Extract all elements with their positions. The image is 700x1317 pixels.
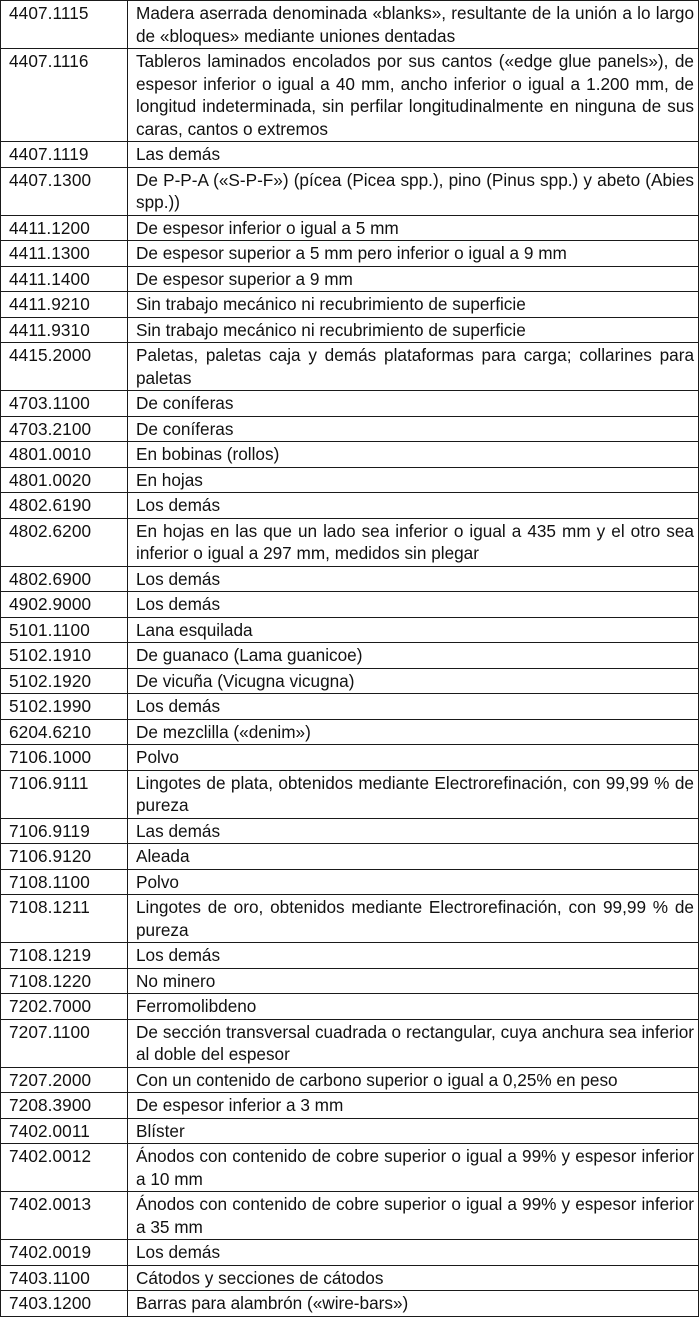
table-row — [1, 617, 699, 643]
tariff-code-cell: 4407.1300 — [1, 167, 128, 215]
tariff-code-cell: 4802.6200 — [1, 518, 128, 566]
tariff-code-cell: 4411.1400 — [1, 266, 128, 292]
table-row — [1, 416, 699, 442]
tariff-description-cell: Lana esquilada — [128, 617, 699, 643]
table-row — [1, 518, 699, 566]
tariff-code-cell: 7106.9120 — [1, 844, 128, 870]
tariff-code-cell: 5102.1920 — [1, 668, 128, 694]
tariff-description-cell: De espesor inferior a 3 mm — [128, 1093, 699, 1119]
tariff-description-cell: Los demás — [128, 592, 699, 618]
tariff-description-cell: Barras para alambrón («wire-bars») — [128, 1291, 699, 1317]
table-row — [1, 1067, 699, 1093]
table-row — [1, 694, 699, 720]
tariff-code-cell: 4415.2000 — [1, 343, 128, 391]
table-row — [1, 869, 699, 895]
tariff-description-cell: Cátodos y secciones de cátodos — [128, 1265, 699, 1291]
tariff-description-cell: Paletas, paletas caja y demás plataformas para carga; collarines para paletas — [128, 343, 699, 391]
tariff-code-cell: 7207.2000 — [1, 1067, 128, 1093]
tariff-description-cell: Las demás — [128, 142, 699, 168]
tariff-description-cell: Con un contenido de carbono superior o igual a 0,25% en peso — [128, 1067, 699, 1093]
table-row — [1, 442, 699, 468]
table-row — [1, 844, 699, 870]
table-row — [1, 745, 699, 771]
tariff-code-cell: 4802.6900 — [1, 566, 128, 592]
tariff-code-cell: 7108.1219 — [1, 943, 128, 969]
tariff-code-cell: 4407.1119 — [1, 142, 128, 168]
tariff-code-cell: 7403.1200 — [1, 1291, 128, 1317]
tariff-description-cell: De coníferas — [128, 416, 699, 442]
tariff-code-cell: 5102.1910 — [1, 643, 128, 669]
tariff-description-cell: De espesor superior a 9 mm — [128, 266, 699, 292]
tariff-code-cell: 7402.0011 — [1, 1118, 128, 1144]
tariff-code-cell: 7402.0013 — [1, 1192, 128, 1240]
table-row — [1, 49, 699, 142]
tariff-code-cell: 7106.9111 — [1, 770, 128, 818]
tariff-description-cell: Los demás — [128, 694, 699, 720]
table-row — [1, 968, 699, 994]
table-row — [1, 895, 699, 943]
tariff-table-body — [1, 1, 699, 1317]
tariff-description-cell: No minero — [128, 968, 699, 994]
tariff-code-cell: 5101.1100 — [1, 617, 128, 643]
tariff-description-cell: Los demás — [128, 943, 699, 969]
tariff-description-cell: De sección transversal cuadrada o rectangular, cuya anchura sea inferior al doble del espesor — [128, 1019, 699, 1067]
tariff-code-cell: 7106.1000 — [1, 745, 128, 771]
tariff-code-cell: 4411.9310 — [1, 317, 128, 343]
tariff-description-cell: En hojas — [128, 467, 699, 493]
table-row — [1, 1019, 699, 1067]
tariff-description-cell: Polvo — [128, 869, 699, 895]
table-row — [1, 241, 699, 267]
tariff-code-cell: 4411.1300 — [1, 241, 128, 267]
tariff-description-cell: Las demás — [128, 818, 699, 844]
tariff-description-cell: Madera aserrada denominada «blanks», resultante de la unión a lo largo de «bloques» mediante uniones dentadas — [128, 1, 699, 49]
tariff-code-cell: 7402.0012 — [1, 1144, 128, 1192]
tariff-description-cell: Los demás — [128, 493, 699, 519]
tariff-description-cell: De guanaco (Lama guanicoe) — [128, 643, 699, 669]
table-row — [1, 643, 699, 669]
tariff-code-cell: 4411.1200 — [1, 215, 128, 241]
table-row — [1, 266, 699, 292]
tariff-description-cell: De P-P-A («S-P-F») (pícea (Picea spp.), pino (Pinus spp.) y abeto (Abies spp.)) — [128, 167, 699, 215]
tariff-code-cell: 7108.1211 — [1, 895, 128, 943]
tariff-code-cell: 4703.1100 — [1, 391, 128, 417]
tariff-description-cell: Ánodos con contenido de cobre superior o igual a 99% y espesor inferior a 35 mm — [128, 1192, 699, 1240]
tariff-description-cell: De coníferas — [128, 391, 699, 417]
table-row — [1, 493, 699, 519]
table-row — [1, 343, 699, 391]
table-row — [1, 1144, 699, 1192]
table-row — [1, 292, 699, 318]
tariff-code-cell: 4407.1115 — [1, 1, 128, 49]
table-row — [1, 167, 699, 215]
table-row — [1, 719, 699, 745]
tariff-code-cell: 4703.2100 — [1, 416, 128, 442]
tariff-code-cell: 7402.0019 — [1, 1240, 128, 1266]
tariff-description-cell: Ánodos con contenido de cobre superior o igual a 99% y espesor inferior a 10 mm — [128, 1144, 699, 1192]
tariff-code-cell: 4801.0020 — [1, 467, 128, 493]
table-row — [1, 994, 699, 1020]
table-row — [1, 1093, 699, 1119]
tariff-description-cell: De espesor superior a 5 mm pero inferior o igual a 9 mm — [128, 241, 699, 267]
tariff-code-cell: 4411.9210 — [1, 292, 128, 318]
table-row — [1, 592, 699, 618]
tariff-code-cell: 4802.6190 — [1, 493, 128, 519]
table-row — [1, 391, 699, 417]
table-row — [1, 818, 699, 844]
tariff-code-cell: 7108.1220 — [1, 968, 128, 994]
tariff-code-cell: 7106.9119 — [1, 818, 128, 844]
tariff-code-cell: 6204.6210 — [1, 719, 128, 745]
tariff-code-cell: 7207.1100 — [1, 1019, 128, 1067]
tariff-description-cell: Blíster — [128, 1118, 699, 1144]
table-row — [1, 215, 699, 241]
tariff-description-cell: Tableros laminados encolados por sus cantos («edge glue panels»), de espesor inferior o igual a 40 mm, ancho inferior o igual a 1.200 mm, de longitud indeterminada, sin perfilar longitudinalmente en ninguna de sus caras, cantos o extremos — [128, 49, 699, 142]
tariff-description-cell: Lingotes de oro, obtenidos mediante Electrorefinación, con 99,99 % de pureza — [128, 895, 699, 943]
table-row — [1, 943, 699, 969]
tariff-description-cell: Sin trabajo mecánico ni recubrimiento de superficie — [128, 317, 699, 343]
tariff-description-cell: De vicuña (Vicugna vicugna) — [128, 668, 699, 694]
tariff-code-cell: 7108.1100 — [1, 869, 128, 895]
tariff-description-cell: Los demás — [128, 1240, 699, 1266]
table-row — [1, 1240, 699, 1266]
table-row — [1, 566, 699, 592]
tariff-code-cell: 5102.1990 — [1, 694, 128, 720]
tariff-code-cell: 4407.1116 — [1, 49, 128, 142]
table-row — [1, 142, 699, 168]
tariff-description-cell: Los demás — [128, 566, 699, 592]
tariff-code-cell: 7208.3900 — [1, 1093, 128, 1119]
tariff-description-cell: Aleada — [128, 844, 699, 870]
tariff-description-cell: Ferromolibdeno — [128, 994, 699, 1020]
tariff-description-cell: De mezclilla («denim») — [128, 719, 699, 745]
tariff-description-cell: Sin trabajo mecánico ni recubrimiento de superficie — [128, 292, 699, 318]
tariff-description-cell: Lingotes de plata, obtenidos mediante Electrorefinación, con 99,99 % de pureza — [128, 770, 699, 818]
tariff-code-cell: 4801.0010 — [1, 442, 128, 468]
tariff-code-cell: 4902.9000 — [1, 592, 128, 618]
table-row — [1, 1192, 699, 1240]
tariff-description-cell: En hojas en las que un lado sea inferior o igual a 435 mm y el otro sea inferior o igual a 297 mm, medidos sin plegar — [128, 518, 699, 566]
table-row — [1, 668, 699, 694]
table-row — [1, 1118, 699, 1144]
table-row — [1, 317, 699, 343]
table-row — [1, 1265, 699, 1291]
table-row — [1, 1, 699, 49]
table-row — [1, 770, 699, 818]
tariff-description-cell: Polvo — [128, 745, 699, 771]
tariff-description-cell: En bobinas (rollos) — [128, 442, 699, 468]
table-row — [1, 1291, 699, 1317]
tariff-code-cell: 7202.7000 — [1, 994, 128, 1020]
tariff-code-cell: 7403.1100 — [1, 1265, 128, 1291]
tariff-description-cell: De espesor inferior o igual a 5 mm — [128, 215, 699, 241]
table-row — [1, 467, 699, 493]
